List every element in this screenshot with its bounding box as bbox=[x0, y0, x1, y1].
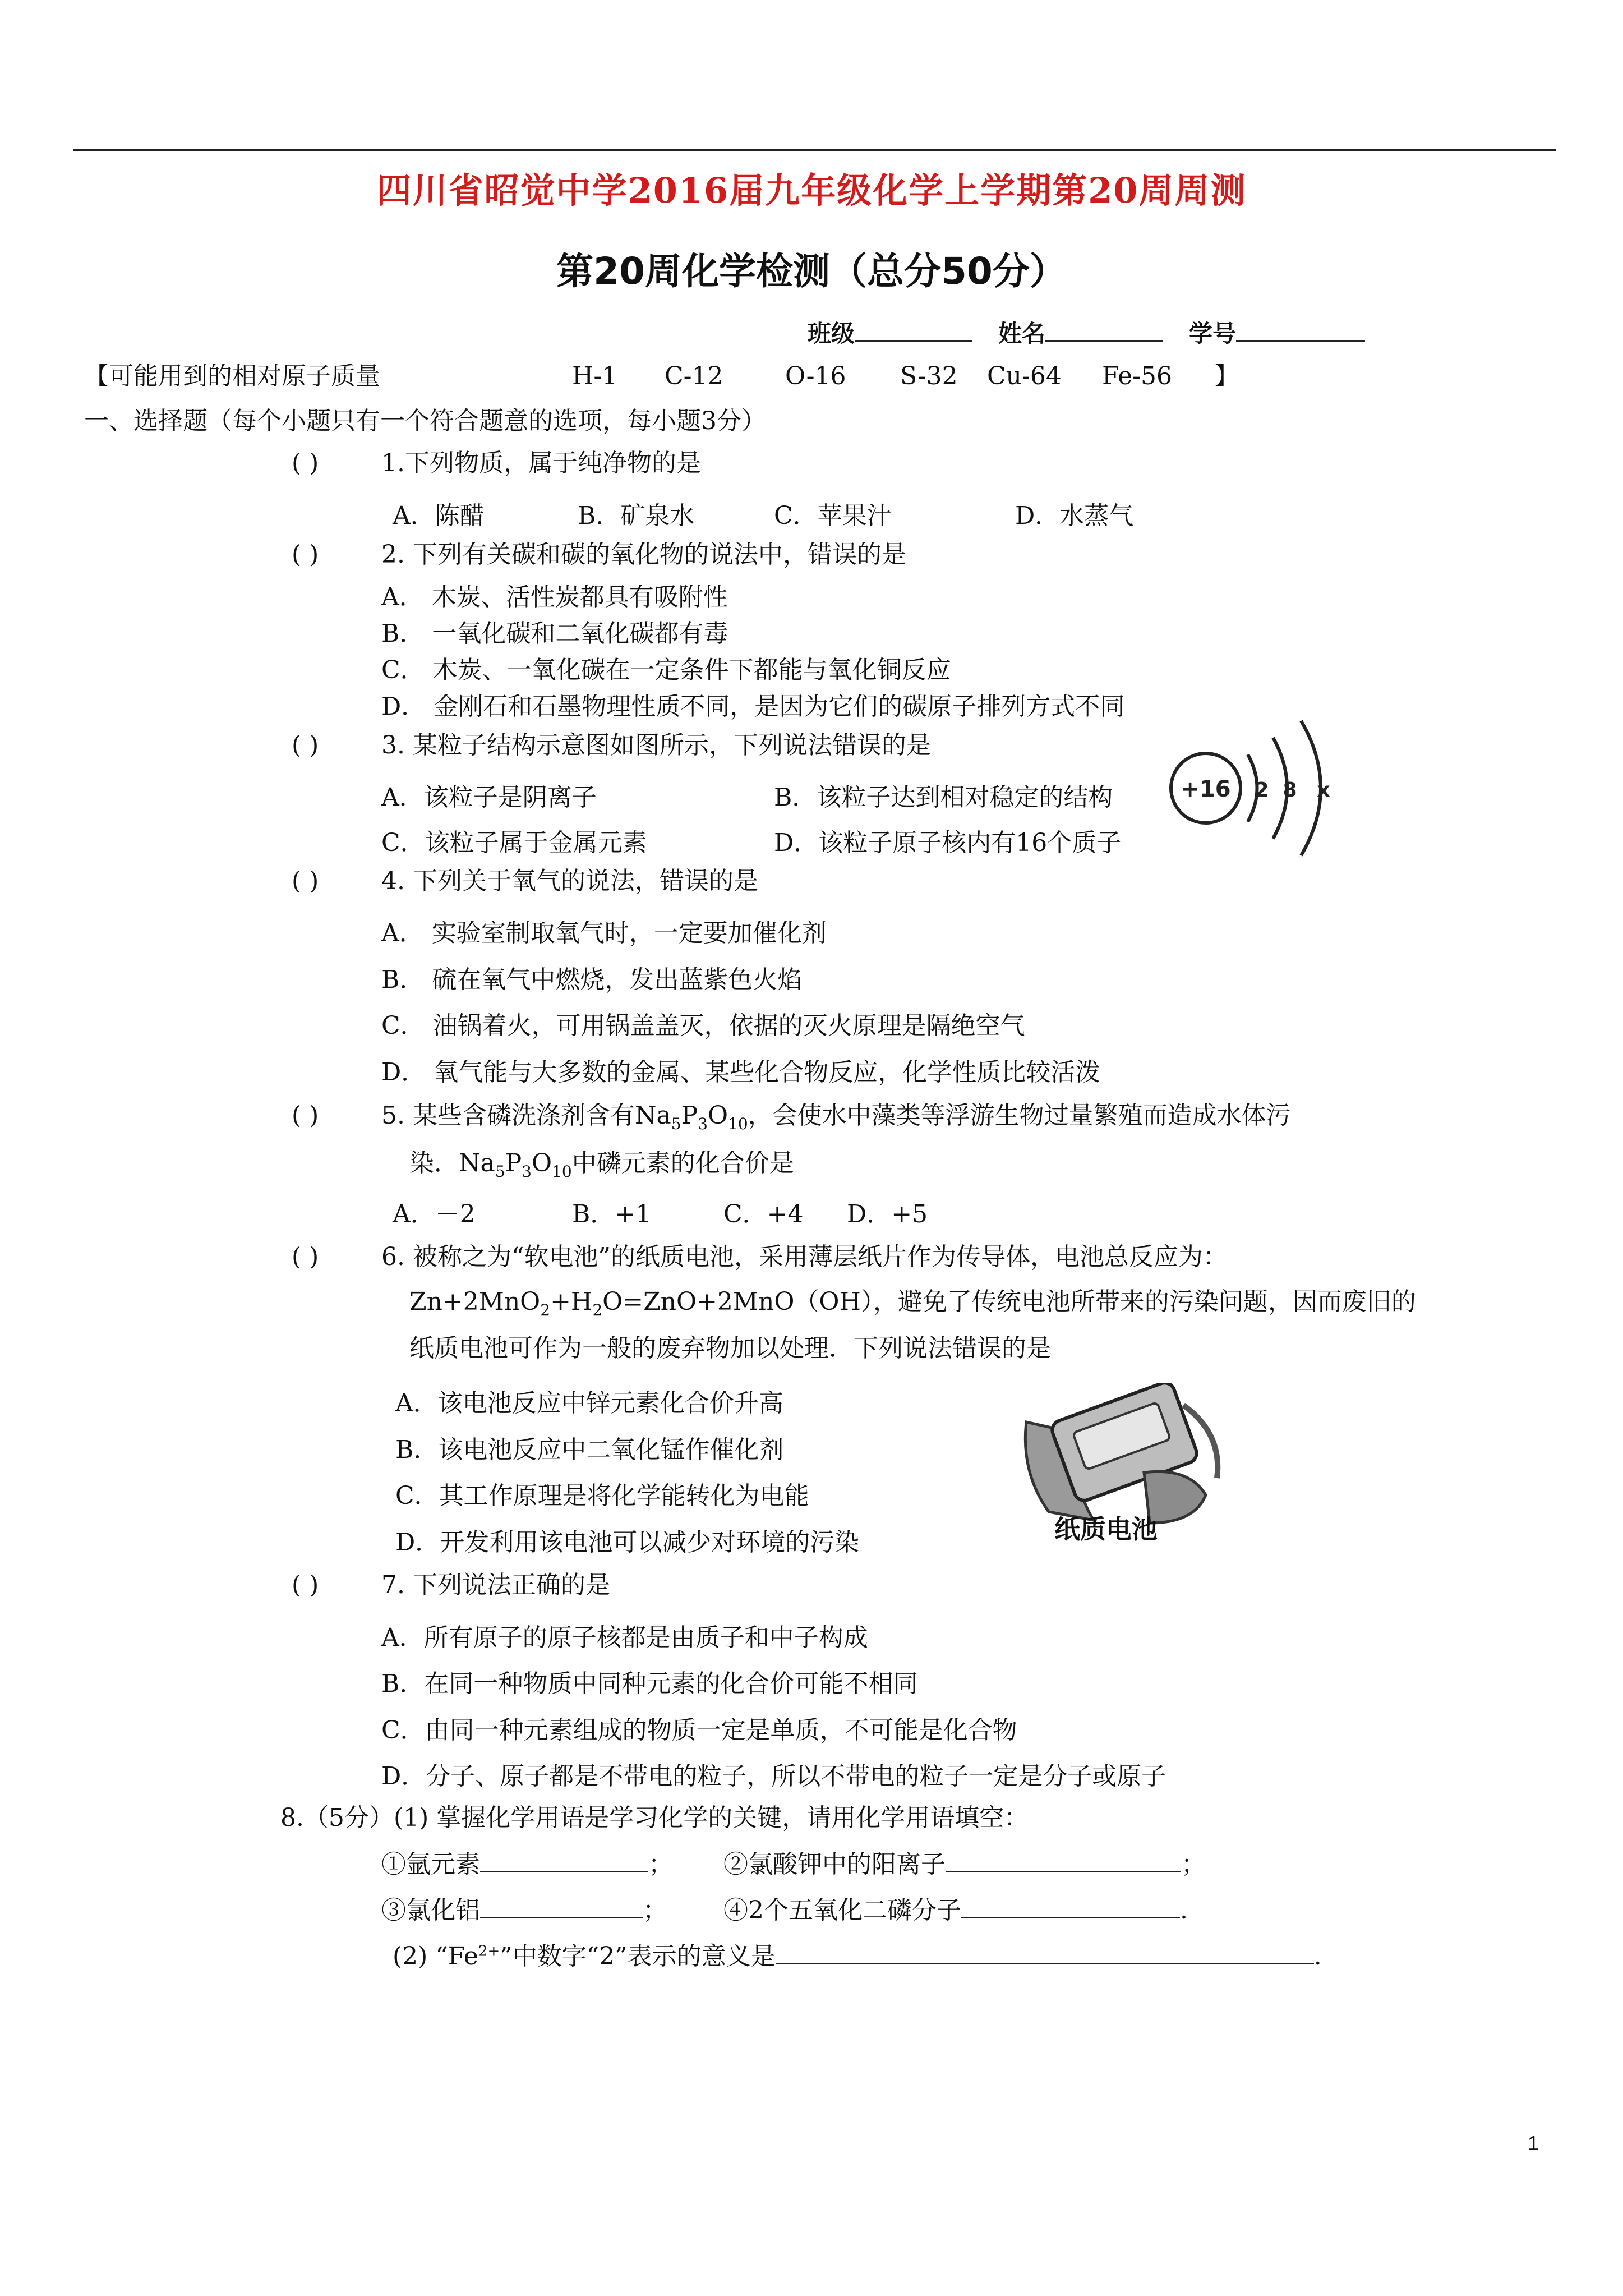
class-field[interactable] bbox=[808, 315, 972, 349]
question-stem-continued: 染．$Na_5P_3O_{10}$中磷元素的化合价是 bbox=[409, 1149, 794, 1181]
battery-figure-caption: 纸质电池 bbox=[1054, 1514, 1158, 1544]
atomic-mass-o: O-16 bbox=[785, 362, 846, 390]
option-d: D．分子、原子都是不带电的粒子，所以不带电的粒子一定是分子或原子 bbox=[381, 1762, 1166, 1791]
option-d: D．开发利用该电池可以减少对环境的污染 bbox=[395, 1528, 860, 1557]
answer-blank[interactable] bbox=[480, 1897, 643, 1918]
fill-item-1[interactable]: ①氩元素 ； bbox=[381, 1850, 673, 1879]
question-stem: 8.（5分）(1) 掌握化学用语是学习化学的关键，请用化学用语填空： bbox=[280, 1803, 1029, 1832]
option-c: C．+4 bbox=[723, 1200, 804, 1228]
answer-blank[interactable] bbox=[480, 1851, 648, 1872]
option-b: B．该粒子达到相对稳定的结构 bbox=[774, 783, 1113, 812]
option-b: B．该电池反应中二氧化锰作催化剂 bbox=[395, 1435, 784, 1464]
document-title: 四川省昭觉中学2016届九年级化学上学期第20周周测 bbox=[376, 170, 1247, 211]
shell-count-3: x bbox=[1317, 779, 1330, 802]
option-d: D．+5 bbox=[847, 1200, 928, 1228]
page-number: 1 bbox=[1527, 2132, 1539, 2155]
question-stem: 6. 被称之为“软电池”的纸质电池，采用薄层纸片作为传导体，电池总反应为： bbox=[381, 1243, 1228, 1271]
fill-item-fe-ion[interactable]: (2) “$Fe^{2+}$”中数字“2”表示的意义是 . bbox=[393, 1942, 1322, 1971]
option-a: A．所有原子的原子核都是由质子和中子构成 bbox=[381, 1623, 868, 1652]
option-c: C．其工作原理是将化学能转化为电能 bbox=[395, 1481, 809, 1510]
answer-paren[interactable]: ( ) bbox=[292, 731, 319, 760]
formula-na5p3o10: $Na_5P_3O_{10}$ bbox=[459, 1149, 572, 1181]
atomic-mass-s: S-32 bbox=[900, 362, 958, 390]
option-c: C．由同一种元素组成的物质一定是单质，不可能是化合物 bbox=[381, 1716, 1017, 1745]
class-blank[interactable] bbox=[855, 323, 972, 342]
option-a: A． 实验室制取氧气时，一定要加催化剂 bbox=[381, 919, 827, 947]
option-a: A．该电池反应中锌元素化合价升高 bbox=[395, 1389, 783, 1418]
option-c: C． 油锅着火，可用锅盖盖灭，依据的灭火原理是隔绝空气 bbox=[381, 1011, 1025, 1040]
option-a: A．该粒子是阴离子 bbox=[381, 783, 597, 812]
option-c: C．该粒子属于金属元素 bbox=[381, 829, 647, 857]
option-b: B． 硫在氧气中燃烧，发出蓝紫色火焰 bbox=[381, 965, 803, 994]
option-d: D．水蒸气 bbox=[1015, 501, 1134, 530]
option-b: B．矿泉水 bbox=[578, 501, 695, 530]
answer-paren[interactable]: ( ) bbox=[292, 1571, 319, 1599]
fill-item-2[interactable]: ②氯酸钾中的阳离子 ； bbox=[723, 1850, 1206, 1879]
option-b: B．在同一种物质中同种元素的化合价可能不相同 bbox=[381, 1669, 918, 1698]
answer-paren[interactable]: ( ) bbox=[292, 540, 319, 569]
class-label: 班级 bbox=[808, 320, 855, 347]
paper-battery-photo bbox=[1009, 1383, 1234, 1529]
name-label: 姓名 bbox=[998, 320, 1046, 347]
option-a: A．陈醋 bbox=[393, 501, 485, 530]
atom-structure-diagram bbox=[1166, 712, 1363, 864]
id-blank[interactable] bbox=[1236, 323, 1365, 342]
section-heading: 一、选择题（每个小题只有一个符合题意的选项，每小题3分） bbox=[84, 407, 766, 435]
answer-blank[interactable] bbox=[961, 1897, 1180, 1918]
answer-paren[interactable]: ( ) bbox=[292, 1243, 319, 1271]
option-d: D． 金刚石和石墨物理性质不同，是因为它们的碳原子排列方式不同 bbox=[381, 692, 1125, 721]
id-label: 学号 bbox=[1189, 320, 1237, 347]
answer-paren[interactable]: ( ) bbox=[292, 867, 319, 895]
option-b: B．+1 bbox=[572, 1200, 652, 1228]
shell-count-2: 8 bbox=[1283, 779, 1297, 802]
question-stem: 4. 下列关于氧气的说法，错误的是 bbox=[381, 867, 758, 895]
question-stem: 2. 下列有关碳和碳的氧化物的说法中，错误的是 bbox=[381, 540, 906, 569]
option-d: D． 氧气能与大多数的金属、某些化合物反应，化学性质比较活泼 bbox=[381, 1058, 1100, 1087]
atomic-mass-close: 】 bbox=[1214, 362, 1239, 390]
option-d: D．该粒子原子核内有16个质子 bbox=[774, 829, 1122, 857]
shell-count-1: 2 bbox=[1255, 779, 1269, 802]
formula-na5p3o10: $Na_5P_3O_{10}$ bbox=[634, 1101, 748, 1133]
nucleus-charge: +16 bbox=[1181, 776, 1231, 802]
question-stem: 5. 某些含磷洗涤剂含有$Na_5P_3O_{10}$，会使水中藻类等浮游生物过量繁殖而造成水体污 bbox=[381, 1101, 1291, 1133]
atomic-mass-fe: Fe-56 bbox=[1102, 362, 1173, 390]
question-stem-continued: 纸质电池可作为一般的废弃物加以处理．下列说法错误的是 bbox=[409, 1334, 1051, 1363]
fill-item-3[interactable]: ③氯化铝 ； bbox=[381, 1896, 667, 1925]
answer-blank[interactable] bbox=[776, 1943, 1314, 1964]
battery-equation: $Zn+2MnO_2+H_2O=ZnO+2MnO(OH)$，避免了传统电池所带来的污染问题，因而废旧的 bbox=[409, 1287, 1416, 1319]
option-a: A．－2 bbox=[393, 1200, 476, 1228]
header-rule bbox=[73, 149, 1556, 151]
exam-title: 第20周化学检测（总分50分） bbox=[556, 250, 1067, 293]
name-blank[interactable] bbox=[1045, 323, 1163, 342]
option-c: C． 木炭、一氧化碳在一定条件下都能与氧化铜反应 bbox=[381, 656, 951, 684]
option-c: C．苹果汁 bbox=[774, 501, 892, 530]
atomic-mass-cu: Cu-64 bbox=[987, 362, 1062, 390]
question-stem: 3. 某粒子结构示意图如图所示，下列说法错误的是 bbox=[381, 731, 931, 760]
atomic-mass-open: 【可能用到的相对原子质量 bbox=[84, 362, 380, 390]
atomic-mass-c: C-12 bbox=[665, 362, 723, 390]
option-a: A． 木炭、活性炭都具有吸附性 bbox=[381, 583, 728, 611]
atomic-mass-h: H-1 bbox=[572, 362, 618, 390]
id-field[interactable] bbox=[1189, 315, 1365, 349]
answer-paren[interactable]: ( ) bbox=[292, 449, 319, 477]
answer-blank[interactable] bbox=[946, 1851, 1181, 1872]
fill-item-4[interactable]: ④2个五氧化二磷分子 . bbox=[723, 1896, 1188, 1925]
question-stem: 1.下列物质，属于纯净物的是 bbox=[381, 449, 701, 477]
answer-paren[interactable]: ( ) bbox=[292, 1101, 319, 1130]
question-stem: 7. 下列说法正确的是 bbox=[381, 1571, 610, 1599]
option-b: B． 一氧化碳和二氧化碳都有毒 bbox=[381, 619, 728, 648]
name-field[interactable] bbox=[998, 315, 1163, 349]
